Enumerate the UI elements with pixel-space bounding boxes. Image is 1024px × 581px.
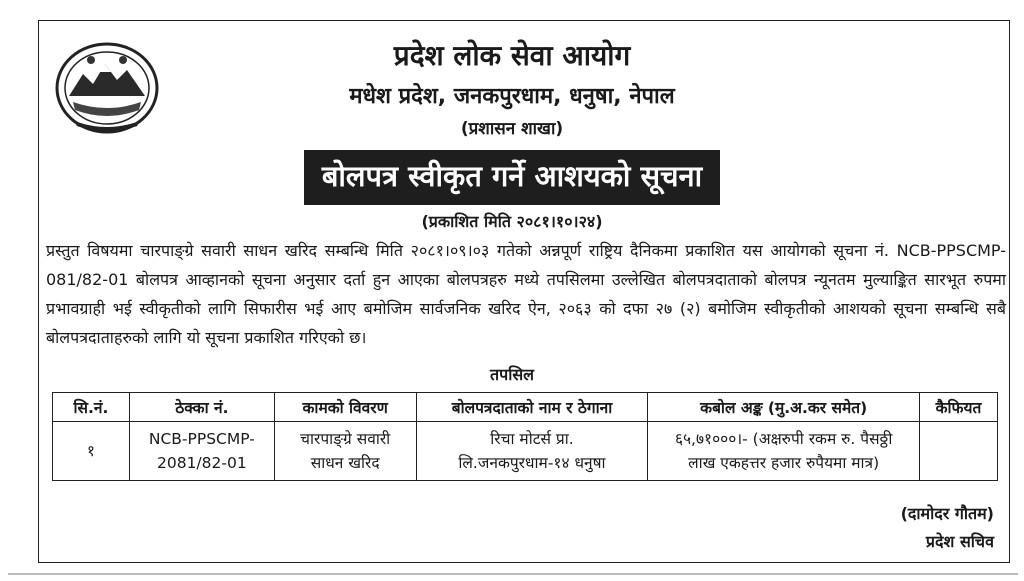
organization-address: मधेश प्रदेश, जनकपुरधाम, धनुषा, नेपाल — [349, 84, 675, 109]
table-row — [53, 422, 998, 481]
table-heading: तपसिल — [489, 365, 535, 384]
contract-cell — [129, 422, 274, 481]
bidder-line: लि.जनकपुरधाम-१४ धनुषा — [458, 454, 606, 472]
branch-name: (प्रशासन शाखा) — [460, 119, 564, 139]
column-header: कैफियत — [919, 393, 997, 422]
bidder-line: रिचा मोटर्स प्रा. — [490, 430, 574, 448]
work-line: चारपाङ्ग्रे सवारी — [300, 430, 391, 448]
notice-banner: बोलपत्र स्वीकृत गर्ने आशयको सूचना — [304, 150, 720, 205]
work-cell — [274, 422, 416, 481]
column-header: बोलपत्रदाताको नाम र ठेगाना — [416, 393, 648, 422]
bidder-cell — [416, 422, 648, 481]
amount-cell — [648, 422, 920, 481]
remarks-cell — [919, 422, 997, 481]
signatory-title: प्रदेश सचिव — [925, 532, 994, 551]
organization-title: प्रदेश लोक सेवा आयोग — [393, 39, 631, 72]
amount-line: लाख एकहत्तर हजार रुपैयमा मात्र) — [688, 454, 880, 472]
contract-line: NCB-PPSCMP- — [148, 430, 255, 448]
bid-table — [52, 392, 998, 481]
amount-line: ६५,७१०००।- (अक्षरुपी रकम रु. पैसठ्ठी — [674, 430, 893, 448]
column-header: सि.नं. — [53, 393, 130, 422]
signatory-name: (दामोदर गौतम) — [900, 504, 994, 523]
serial-cell: १ — [53, 422, 130, 481]
government-emblem-icon — [53, 40, 161, 136]
table-header-row — [53, 393, 998, 422]
contract-line: 2081/82-01 — [156, 454, 247, 472]
publish-date: (प्रकाशित मिति २०८१।१०।२४) — [421, 212, 603, 231]
work-line: साधन खरिद — [310, 454, 380, 472]
bottom-divider — [8, 573, 1018, 575]
column-header: कामको विवरण — [274, 393, 416, 422]
notice-body: प्रस्तुत विषयमा चारपाङ्ग्रे सवारी साधन खरिद सम्बन्धि मिति २०८१।०९।०३ गतेको अन्नपूर्ण राष्ट्रिय दैनिकमा प्रकाशित यस आयोगको सूचना नं. NCB-PPSCMP-081/82-01 बोलपत्र आव्हानको सूचना अनुसार दर्ता हुन आएका बोलपत्रहरु मध्ये तपसिलमा उल्लेखित बोलपत्रदाताको बोलपत्र न्यूनतम मुल्याङ्कित सारभूत रुपमा प्रभावग्राही भई स्वीकृतीको लागि सिफारीस भई आए बमोजिम सार्वजनिक खरिद ऐन, २०६३ को दफा २७ (२) बमोजिम स्वीकृतीको आशयको सूचना सम्बन्धि सबै बोलपत्रदाताहरुको लागि यो सूचना प्रकाशित गरिएको छ। — [46, 241, 1006, 347]
column-header: ठेक्का नं. — [129, 393, 274, 422]
column-header: कबोल अङ्क (मु.अ.कर समेत) — [648, 393, 920, 422]
